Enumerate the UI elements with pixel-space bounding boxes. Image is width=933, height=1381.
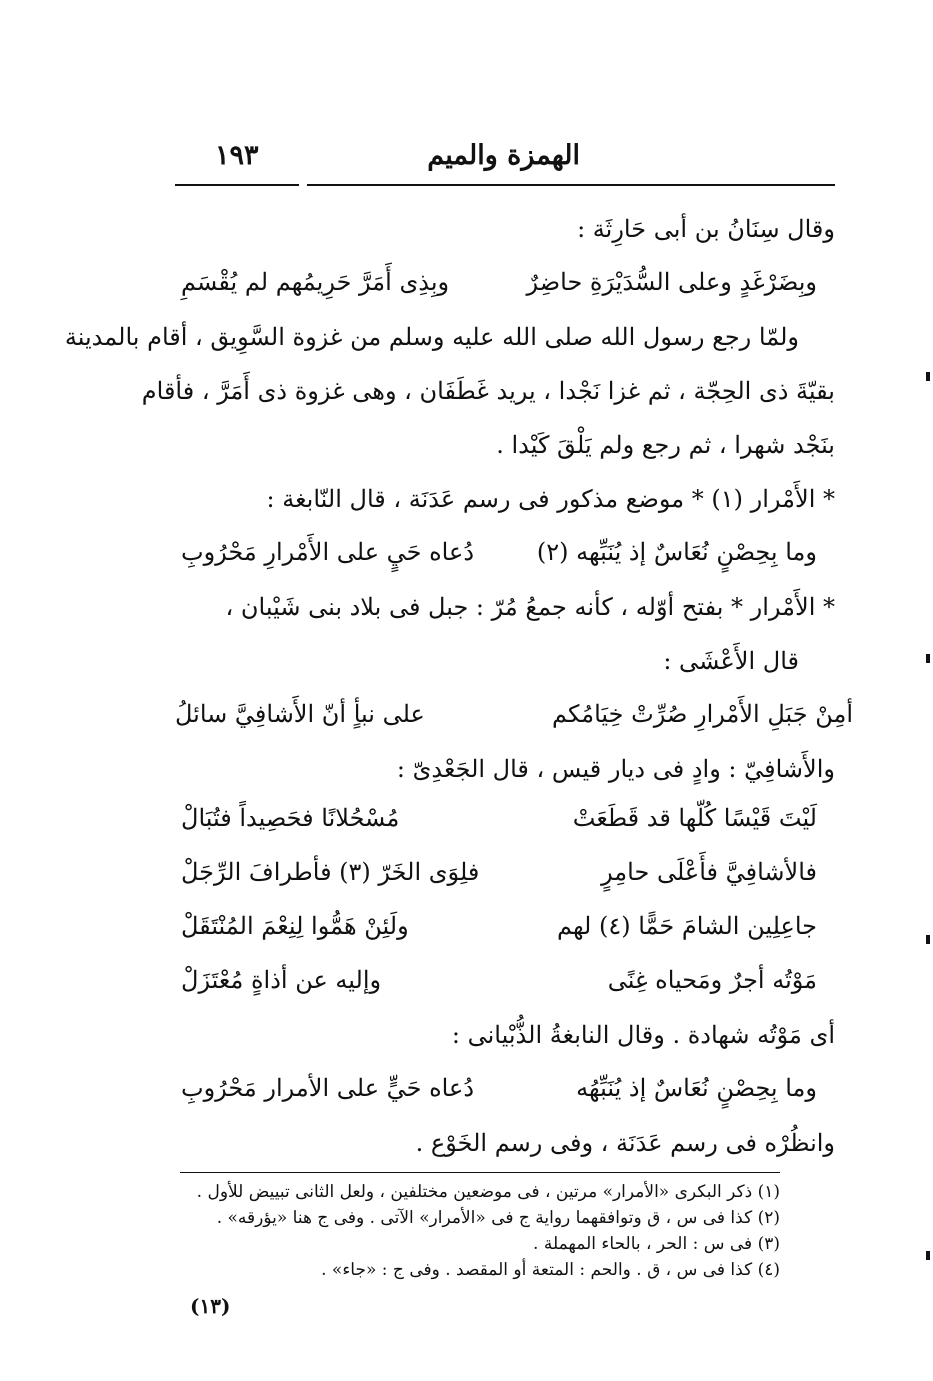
- text-line: أى مَوْتُه شهادة . وقال النابغةُ الذُّبْيانى :: [451, 1021, 835, 1049]
- verse: [175, 700, 853, 754]
- verse: [175, 1074, 835, 1128]
- margin-mark: [926, 654, 930, 663]
- entry-line: * الأَمْرار * بفتح أوّله ، كأنه جمعُ مُرّ : جبل فى بلاد بنى شَيْبان ،: [225, 593, 835, 621]
- verse-hemistich: دُعاه حَيٍّ على الأمرار مَحْرُوبِ: [181, 1074, 475, 1102]
- text-line: بقيّةَ ذى الحِجّة ، ثم غزا نَجْدا ، يريد غَطَفَان ، وهى غزوة ذى أَمَرَّ ، فأقام: [141, 377, 835, 405]
- verse-hemistich: مَوْتُه أجرٌ ومَحياه غِنًى: [607, 966, 817, 994]
- verse-hemistich: وإليه عن أذاةٍ مُعْتَزَلْ: [181, 966, 382, 994]
- verse: [175, 804, 835, 858]
- text-line: وانظُرْه فى رسم عَدَنَة ، وفى رسم الخَوْع .: [415, 1129, 835, 1157]
- header-rule: [175, 184, 299, 186]
- verse: [175, 268, 835, 322]
- verse-hemistich: وبِذِى أَمَرَّ حَرِيمُهم لم يُقْسَمِ: [181, 268, 450, 296]
- verse-hemistich: دُعاه حَيٍ على الأَمْرارِ مَحْرُوبِ: [181, 538, 475, 566]
- verse: [175, 966, 835, 1020]
- verse: [175, 858, 835, 912]
- verse-hemistich: فلِوَى الخَرّ (٣) فأطرافَ الرِّجَلْ: [181, 858, 480, 886]
- text-line: وقال سِنَانُ بن أبى حَارِثَة :: [577, 215, 835, 243]
- page-header: [175, 140, 835, 190]
- page-number: ١٩٣: [215, 140, 259, 171]
- signature-mark: (١٣): [190, 1294, 231, 1318]
- footnote: (٢) كذا فى س ، ق وتوافقهما رواية ج فى «الأمرار» الآتى . وفى ج هنا «يؤرقه» .: [216, 1208, 780, 1228]
- margin-mark: [926, 1251, 930, 1260]
- footnote: (٣) فى س : الحر ، بالحاء المهملة .: [533, 1234, 780, 1254]
- verse-hemistich: جاعِلِين الشامَ حَمًّا (٤) لهم: [557, 912, 817, 940]
- text-line: قال الأَعْشَى :: [663, 647, 799, 675]
- verse: [175, 912, 835, 966]
- verse-hemistich: وما بِحِصْنٍ نُعَاسٌ إذ يُنَبِّهُه: [576, 1074, 817, 1102]
- footnote: (٤) كذا فى س ، ق . والحم : المتعة أو المقصد . وفى ج : «جاء» .: [321, 1260, 780, 1280]
- footnote: (١) ذكر البكرى «الأمرار» مرتين ، فى موضعين مختلفين ، ولعل الثانى تبييض للأول .: [196, 1182, 780, 1202]
- entry-line: * الأَمْرار (١) * موضع مذكور فى رسم عَدَنَة ، قال النّابغة :: [266, 485, 835, 513]
- text-line: ولمّا رجع رسول الله صلى الله عليه وسلم من غزوة السَّوِيق ، أقام بالمدينة: [64, 323, 799, 351]
- verse-hemistich: وبِضَرْغَدٍ وعلى السُّدَيْرَةِ حاضِرٌ: [526, 268, 817, 296]
- verse-hemistich: وما بِحِصْنٍ نُعَاسٌ إذ يُنَبِّهه (٢): [536, 538, 817, 566]
- footnotes: [180, 1172, 780, 1283]
- header-rule: [307, 184, 835, 186]
- verse-hemistich: فالأشافِيَّ فأَعْلَى حامِرٍ: [601, 858, 817, 886]
- verse-hemistich: على نبأٍ أنّ الأَشافِيَّ سائلُ: [175, 700, 425, 728]
- verse: [175, 538, 835, 592]
- verse-hemistich: لَيْتَ قَيْسًا كُلّها قد قَطَعَتْ: [572, 804, 817, 832]
- page-body: [64, 214, 853, 1182]
- margin-mark: [926, 935, 930, 944]
- verse-hemistich: أمِنْ جَبَلِ الأَمْرارِ صُرِّتْ خِيَامُكم: [552, 700, 853, 728]
- margin-mark: [926, 372, 930, 381]
- text-line: والأَشافِيّ : وادٍ فى ديار قيس ، قال الجَعْدِىّ :: [396, 755, 835, 783]
- text-line: بنَجْد شهرا ، ثم رجع ولم يَلْقَ كَيْدا .: [496, 431, 835, 459]
- verse-hemistich: مُسْحُلانًا فحَصِيداً فتُبَالْ: [181, 804, 400, 832]
- running-title: الهمزة والميم: [427, 140, 580, 171]
- verse-hemistich: ولَئِنْ هَمُّوا لِنِعْمَ المُنْتَقَلْ: [181, 912, 409, 940]
